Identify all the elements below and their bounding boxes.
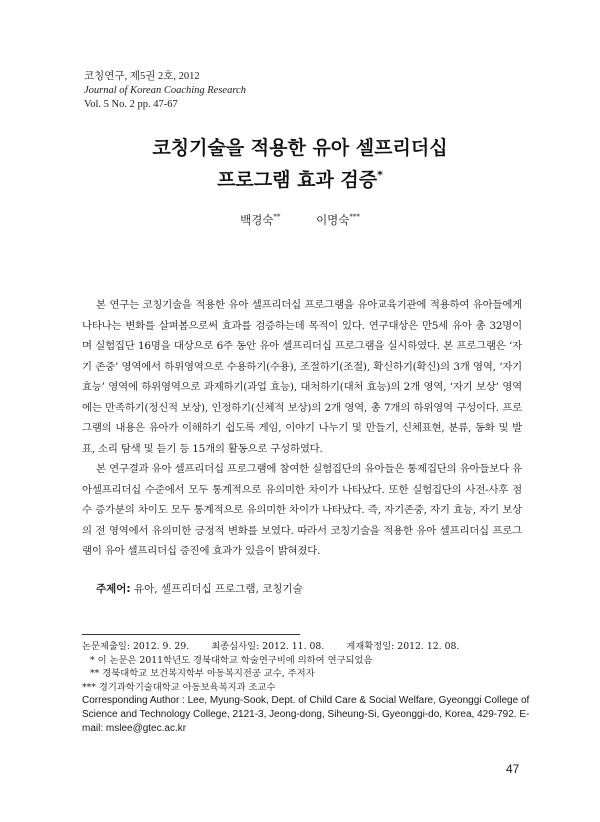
reviewed-date: 최종심사일: 2012. 11. 08.	[211, 641, 325, 652]
title-footnote-mark: *	[377, 168, 383, 182]
funding-note: * 이 논문은 2011학년도 경북대학교 학술연구비에 의하여 연구되었음	[90, 654, 373, 666]
title-line-1: 코칭기술을 적용한 유아 셀프리더십	[152, 137, 448, 159]
paper-title	[0, 132, 600, 196]
author	[316, 212, 360, 228]
footnote-divider	[82, 634, 300, 635]
abstract	[82, 295, 522, 562]
page-number: 47	[506, 762, 520, 776]
footnotes	[82, 640, 532, 735]
keywords	[96, 581, 303, 596]
keywords-text: 유아, 셀프리더십 프로그램, 코칭기술	[133, 583, 303, 595]
keywords-label: 주제어:	[96, 583, 131, 595]
second-author-affiliation: *** 경기과학기술대학교 아동보육복지과 조교수	[82, 681, 276, 693]
submitted-date: 논문제출일: 2012. 9. 29.	[82, 641, 190, 652]
author-mark: ***	[349, 213, 360, 222]
first-author-affiliation: ** 경북대학교 보건복지학부 아동복지전공 교수, 주저자	[90, 668, 315, 680]
accepted-date: 게재확정일: 2012. 12. 08.	[346, 641, 460, 652]
title-line-2	[0, 164, 600, 196]
journal-citation: 코칭연구, 제5권 2호, 2012	[84, 71, 200, 82]
author-list	[0, 212, 600, 228]
journal-name: Journal of Korean Coaching Research	[84, 85, 246, 96]
publication-dates	[82, 640, 532, 654]
abstract-paragraph: 본 연구결과 유아 셀프리더십 프로그램에 참여한 실험집단의 유아들은 통제집단의 유아들보다 유아셀프리더십 수준에서 모두 통계적으로 유의미한 차이가 나타났다. 또한 실험집단의 사전-사후 점수 증가분의 차이도 모두 통계적으로 유의미한 차이가 나타났다. 즉, 자기존중, 자기 효능, 자기 보상의 전 영역에서 유의미한 긍정적 변화를 보였다. 따라서 코칭기술을 적용한 유아 셀프리더십 프로그램이 유아 셀프리더십 증진에 효과가 있음이 밝혀졌다.	[82, 463, 522, 557]
author-mark: **	[273, 213, 281, 222]
author-name: 백경숙	[240, 213, 274, 227]
journal-volume: Vol. 5 No. 2 pp. 47-67	[84, 99, 178, 110]
title-line-2-text: 프로그램 효과 검증	[217, 169, 378, 191]
journal-header	[84, 70, 246, 112]
corresponding-author: Corresponding Author : Lee, Myung-Sook, Dept. of Child Care & Social Welfare, Gyeonggi College of Science and Technology College, 2121-3, Jeong-dong, Siheung-Si, Gyeonggi-do, Korea, 429-792. E-mail: mslee@gtec.ac.kr	[82, 695, 530, 734]
author	[240, 212, 280, 228]
author-name: 이명숙	[316, 213, 350, 227]
abstract-paragraph: 본 연구는 코칭기술을 적용한 유아 셀프리더십 프로그램을 유아교육기관에 적용하여 유아들에게 나타나는 변화를 살펴봄으로써 효과를 검증하는데 목적이 있다. 연구대상은 만5세 유아 총 32명이며 실험집단 16명을 대상으로 6주 동안 유아 셀프리더십 프로그램을 실시하였다. 본 프로그램은 ‘자기 존중’ 영역에서 하위영역으로 수용하기(수용), 조절하기(조절), 확신하기(확신)의 3개 영역, ‘자기 효능’ 영역에 하위영역으로 과제하기(과업 효능), 대처하기(대처 효능)의 2개 영역, ‘자기 보상’ 영역에는 만족하기(정신적 보상), 인정하기(신체적 보상)의 2개 영역, 총 7개의 하위영역 구성이다. 프로그램의 내용은 유아가 이해하기 쉽도록 게임, 이야기 나누기 및 만들기, 신체표현, 분류, 동화 및 발표, 소리 탐색 및 듣기 등 15개의 활동으로 구성하였다.	[82, 299, 522, 455]
